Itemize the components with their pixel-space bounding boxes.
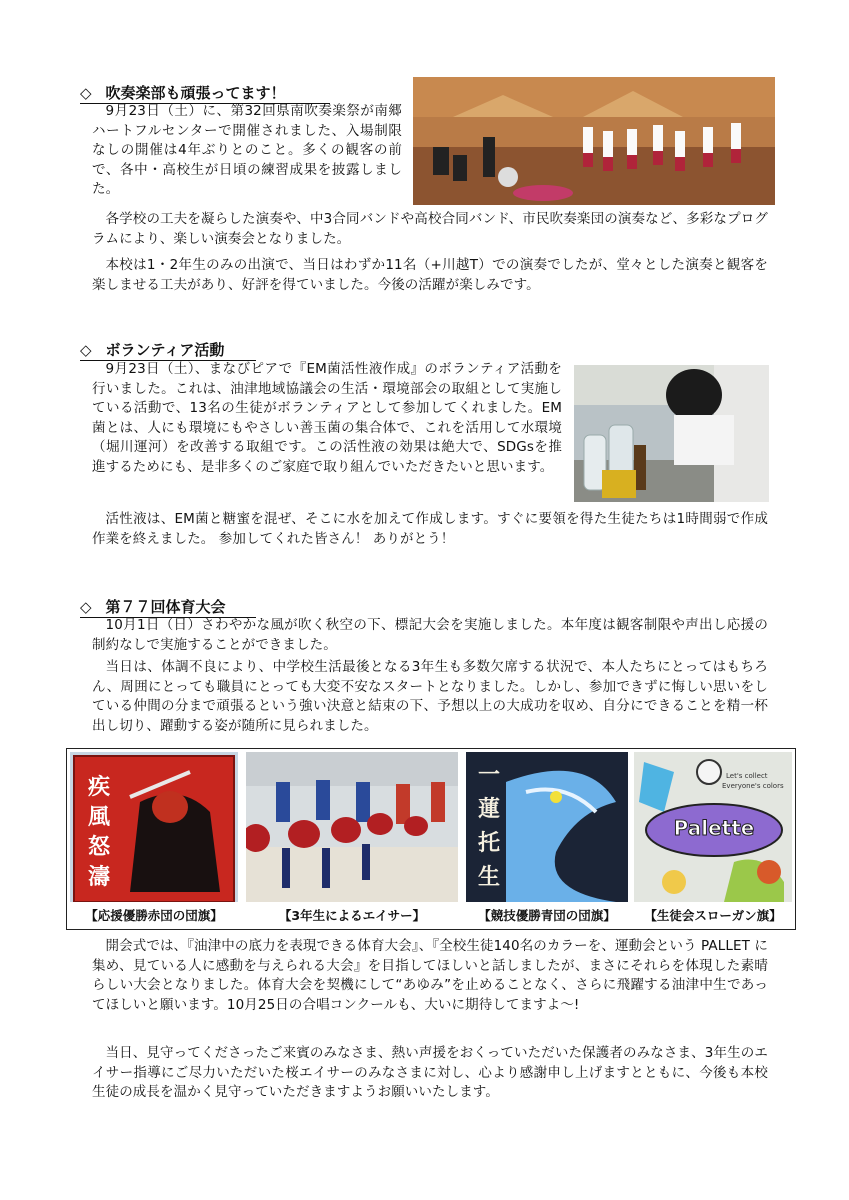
paragraph-sports-2: 当日は、体調不良により、中学校生活最後となる3年生も多数欠席する状況で、本人たちにとってはもちろん、周囲にとっても職員にとっても大変不安なスタートとなりました。しかし、参加できずに悔しい思いをしている仲間の分まで頑張るという強い決意と結束の下、予想以上の大成功を収め、自分にできることを精一杯出し切り、躍動する姿が随所に見られました。 [92, 659, 768, 734]
volunteer-activity-illustration [574, 365, 769, 502]
paragraph-sports-4: 当日、見守ってくださったご来賓のみなさま、熱い声援をおくっていただいた保護者のみなさま、3年生のエイサー指導にご尽力いただいた桜エイサーのみなさまに対し、心より感謝申し上げますとともに、今後も本校生徒の成長を温かく見守っていただきますようお願いいたします。 [92, 1045, 768, 1101]
red-flag-text [84, 772, 114, 892]
flag-char: 濤 [87, 864, 110, 890]
section-title-sports-festival [80, 598, 256, 618]
volunteer-photo [574, 365, 769, 502]
paragraph-volunteer-2: 活性液は、EM菌と糖蜜を混ぜ、そこに水を加えて作成します。すぐに要領を得た生徒たちは1時間弱で作成作業を終えました。 参加してくれた皆さん！ ありがとう！ [92, 511, 768, 547]
section-title-text: 吹奏楽部も頑張ってます！ [105, 84, 286, 102]
caption-red-flag: 【応援優勝赤団の団旗】 [85, 908, 223, 923]
section-title-text: ボランティア活動 [105, 341, 225, 359]
red-team-flag-photo [70, 752, 238, 902]
palette-small-text-1: Let's collect [726, 772, 768, 780]
section-title-volunteer [80, 341, 256, 361]
palette-slogan-text: Palette [673, 816, 755, 840]
flag-char: 疾 [87, 774, 110, 800]
caption-eisa: 【3年生によるエイサー】 [278, 908, 426, 923]
section-title-text: 第７７回体育大会 [105, 598, 226, 616]
paragraph-brass-2: 各学校の工夫を凝らした演奏や、中3合同バンドや高校合同バンド、市民吹奏楽団の演奏など、多彩なプログラムにより、楽しい演奏会となりました。 [92, 211, 768, 247]
blue-flag-text [474, 758, 504, 894]
paragraph-brass-1: 9月23日（土）に、第32回県南吹奏楽祭が南郷ハートフルセンターで開催されました、入場制限なしの開催は4年ぶりとのこと。多くの観客の前で、各中・高校生が日頃の練習成果を披露しました。 [92, 103, 402, 198]
brass-band-photo [413, 77, 775, 205]
flag-char: 風 [87, 804, 110, 830]
flag-char: 一 [477, 762, 500, 788]
blue-team-flag-photo [466, 752, 628, 902]
student-council-slogan-flag-photo [634, 752, 792, 902]
eisa-illustration [246, 752, 458, 902]
concert-stage-illustration [413, 77, 775, 205]
paragraph-brass-3: 本校は1・2年生のみの出演で、当日はわずか11名（+川越T）での演奏でしたが、堂々とした演奏と観客を楽しませる工夫があり、好評を得ていました。今後の活躍が楽しみです。 [92, 257, 768, 293]
flag-char: 怒 [87, 834, 110, 860]
diamond-icon: ◇ [80, 341, 92, 359]
paragraph-volunteer-1: 9月23日（土）、まなびピアで『EM菌活性液作成』のボランティア活動を行いました。これは、油津地域協議会の生活・環境部会の取組として実施している活動で、13名の生徒がボランティアとして参加してくれました。EM菌とは、人にも環境にもやさしい善玉菌の集合体で、これを活用して水環境（堀川運河）を改善する取組です。この活性液の効果は絶大で、SDGsを推進するためにも、是非多くのご家庭で取り組んでいただきたいと思います。 [92, 361, 562, 475]
eisa-dance-photo [246, 752, 458, 902]
diamond-icon: ◇ [80, 84, 92, 102]
paragraph-sports-1: 10月1日（日）さわやかな風が吹く秋空の下、標記大会を実施しました。本年度は観客制限や声出し応援の制約なしで実施することができました。 [92, 617, 768, 653]
caption-blue-flag: 【競技優勝青団の団旗】 [478, 908, 616, 923]
flag-char: 蓮 [477, 796, 500, 822]
paragraph-sports-3: 開会式では、『油津中の底力を表現できる体育大会』、『全校生徒140名のカラーを、運動会という PALLET に集め、見ている人に感動を与えられる大会』を目指してほしいと話しましたが、まさにそれらを体現した素晴らしい大会となりました。体育大会を契機にして“あゆみ”を止めることなく、さらに飛躍する油津中生であってほしいと願います。10月25日の合唱コンクールも、大いに期待してますよ〜! [92, 938, 768, 1013]
diamond-icon: ◇ [80, 598, 92, 616]
flag-char: 生 [477, 864, 500, 890]
palette-small-text-2: Everyone's colors [722, 782, 784, 790]
section-title-brass [80, 84, 330, 104]
flag-char: 托 [477, 830, 500, 856]
caption-slogan-flag: 【生徒会スローガン旗】 [644, 908, 782, 923]
